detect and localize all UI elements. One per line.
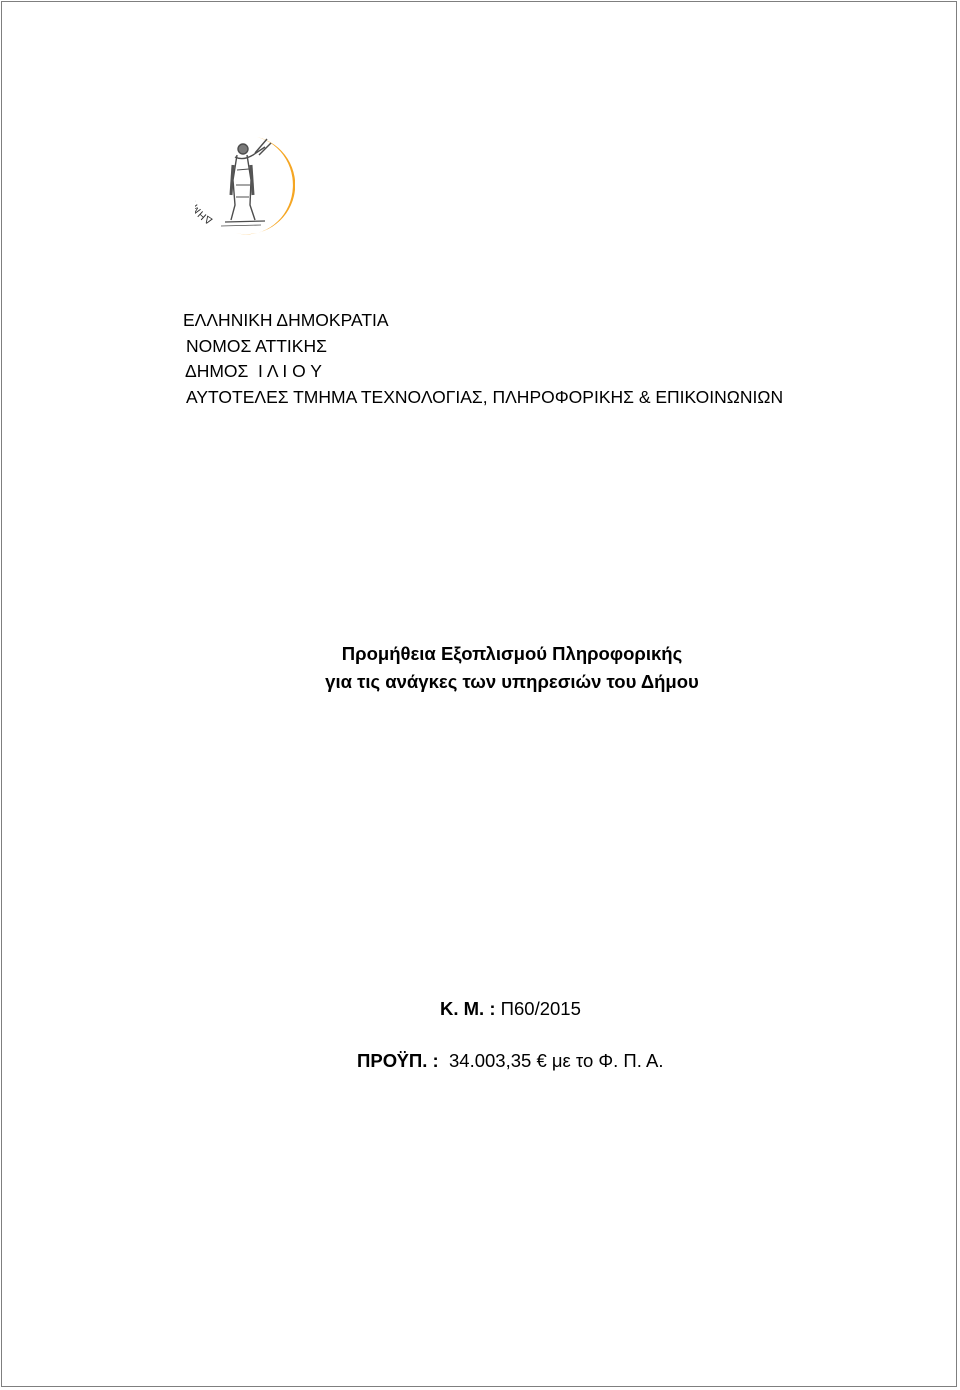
proyp-line [357, 1050, 664, 1072]
municipality-logo [195, 125, 295, 240]
title-line-1: Προμήθεια Εξοπλισμού Πληροφορικής [341, 643, 683, 664]
document-title [0, 640, 960, 696]
header-country: ΕΛΛΗΝΙΚΗ ΔΗΜΟΚΡΑΤΙΑ [183, 310, 389, 330]
header-municipality: ΔΗΜΟΣ Ι Λ Ι Ο Υ [185, 361, 322, 381]
logo-emblem-icon [195, 125, 295, 240]
issuer-header [183, 308, 883, 410]
header-prefecture: ΝΟΜΟΣ ΑΤΤΙΚΗΣ [186, 335, 327, 356]
km-value: Π60/2015 [500, 998, 581, 1019]
proyp-label: ΠΡΟΫΠ. : [357, 1050, 439, 1071]
logo-text: ΔΗ [196, 208, 215, 226]
km-line [440, 998, 581, 1020]
km-label: Κ. Μ. : [440, 998, 496, 1019]
logo-figure [221, 139, 271, 226]
header-department: ΑΥΤΟΤΕΛΕΣ ΤΜΗΜΑ ΤΕΧΝΟΛΟΓΙΑΣ, ΠΛΗΡΟΦΟΡΙΚΗΣ & ΕΠΙΚΟΙΝΩΝΙΩΝ [186, 386, 784, 407]
proyp-value: 34.003,35 € με το Φ. Π. Α. [449, 1050, 664, 1071]
title-line-2: για τις ανάγκες των υπηρεσιών του Δήμου [325, 671, 699, 692]
